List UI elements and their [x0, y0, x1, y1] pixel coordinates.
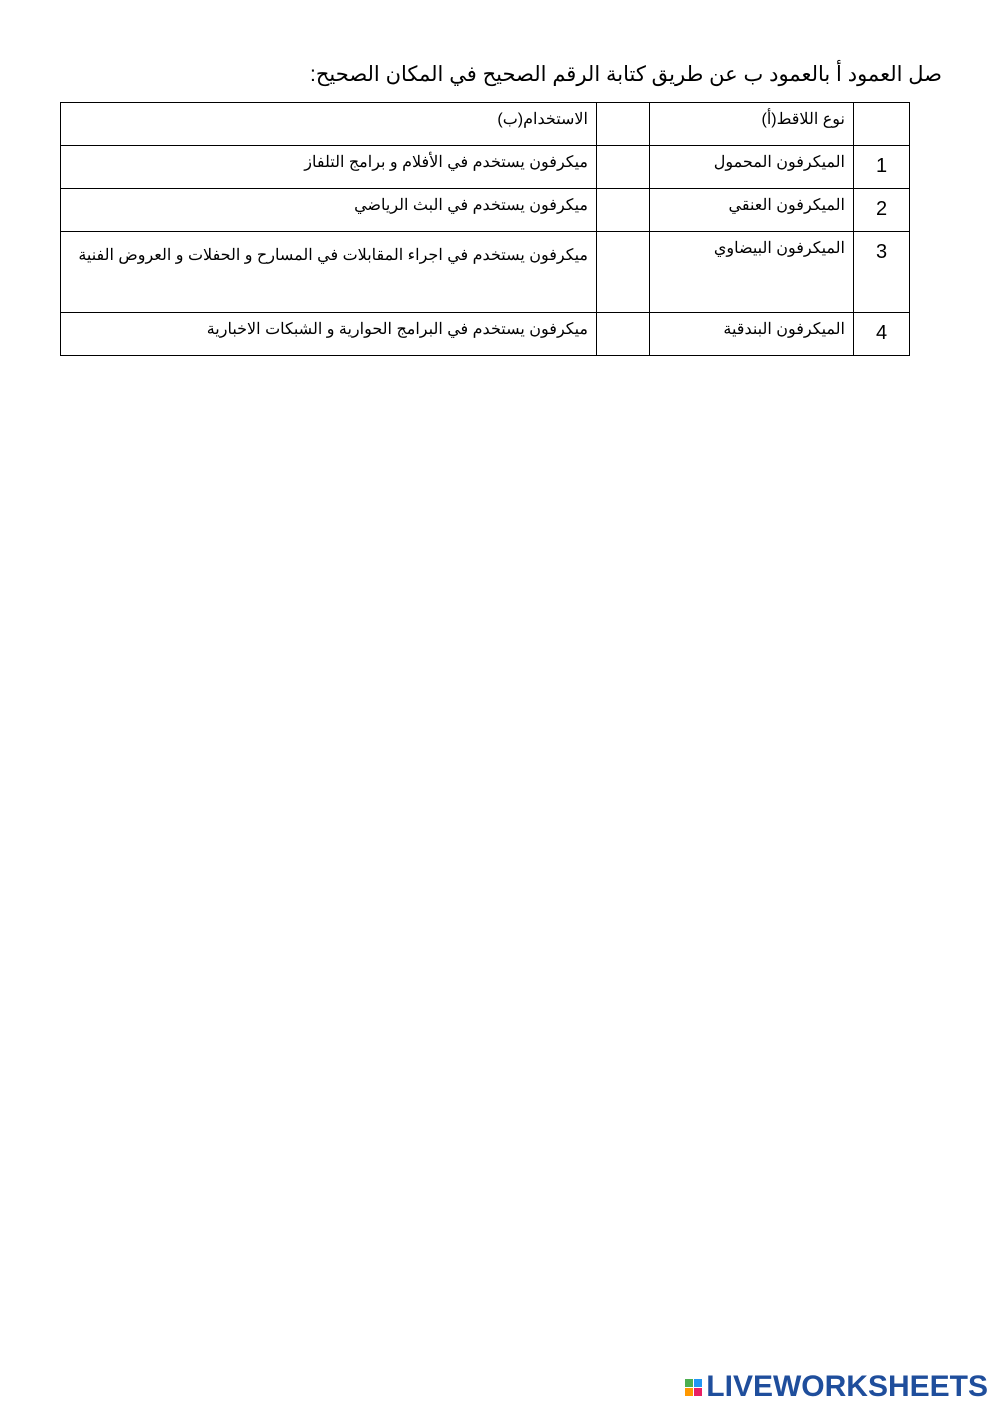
header-answer-cell — [597, 103, 650, 146]
table-row — [61, 313, 910, 356]
microphone-type: الميكرفون المحمول — [713, 154, 845, 171]
usage-text: ميكرفون يستخدم في البث الرياضي — [354, 197, 588, 214]
liveworksheets-brand — [685, 1372, 988, 1402]
header-type-cell — [650, 103, 854, 146]
worksheet-instruction: صل العمود أ بالعمود ب عن طريق كتابة الرقم الصحيح في المكان الصحيح: — [310, 63, 942, 86]
row-number-cell — [854, 313, 910, 356]
header-use-label: الاستخدام(ب) — [497, 111, 588, 128]
brand-text: LIVEWORKSHEETS — [706, 1370, 988, 1403]
microphone-type: الميكرفون العنقي — [728, 197, 845, 214]
table-row — [61, 232, 910, 313]
table-row — [61, 146, 910, 189]
microphone-type: الميكرفون البيضاوي — [713, 240, 845, 257]
usage-cell — [61, 146, 597, 189]
matching-table — [60, 102, 910, 356]
row-number-cell — [854, 232, 910, 313]
table-row — [61, 189, 910, 232]
header-use-cell — [61, 103, 597, 146]
row-number-cell — [854, 146, 910, 189]
microphone-type-cell — [650, 189, 854, 232]
row-number: 1 — [875, 155, 888, 177]
answer-input-cell[interactable] — [597, 313, 650, 356]
microphone-type-cell — [650, 232, 854, 313]
usage-text: ميكرفون يستخدم في الأفلام و برامج التلفاز — [304, 154, 588, 171]
usage-text: ميكرفون يستخدم في البرامج الحوارية و الشبكات الاخبارية — [206, 321, 588, 338]
row-number: 3 — [875, 241, 888, 263]
microphone-type: الميكرفون البندقية — [723, 321, 845, 338]
header-number-cell — [854, 103, 910, 146]
header-type-label: نوع اللاقط(أ) — [761, 111, 845, 128]
usage-cell — [61, 232, 597, 313]
usage-text: ميكرفون يستخدم في اجراء المقابلات في المسارح و الحفلات و العروض الفنية — [78, 247, 588, 264]
row-number: 4 — [875, 322, 888, 344]
answer-input-cell[interactable] — [597, 232, 650, 313]
microphone-type-cell — [650, 146, 854, 189]
usage-cell — [61, 189, 597, 232]
answer-input-cell[interactable] — [597, 189, 650, 232]
table-header-row — [61, 103, 910, 146]
row-number: 2 — [875, 198, 888, 220]
row-number-cell — [854, 189, 910, 232]
answer-input-cell[interactable] — [597, 146, 650, 189]
usage-cell — [61, 313, 597, 356]
microphone-type-cell — [650, 313, 854, 356]
liveworksheets-logo-icon — [685, 1379, 702, 1396]
